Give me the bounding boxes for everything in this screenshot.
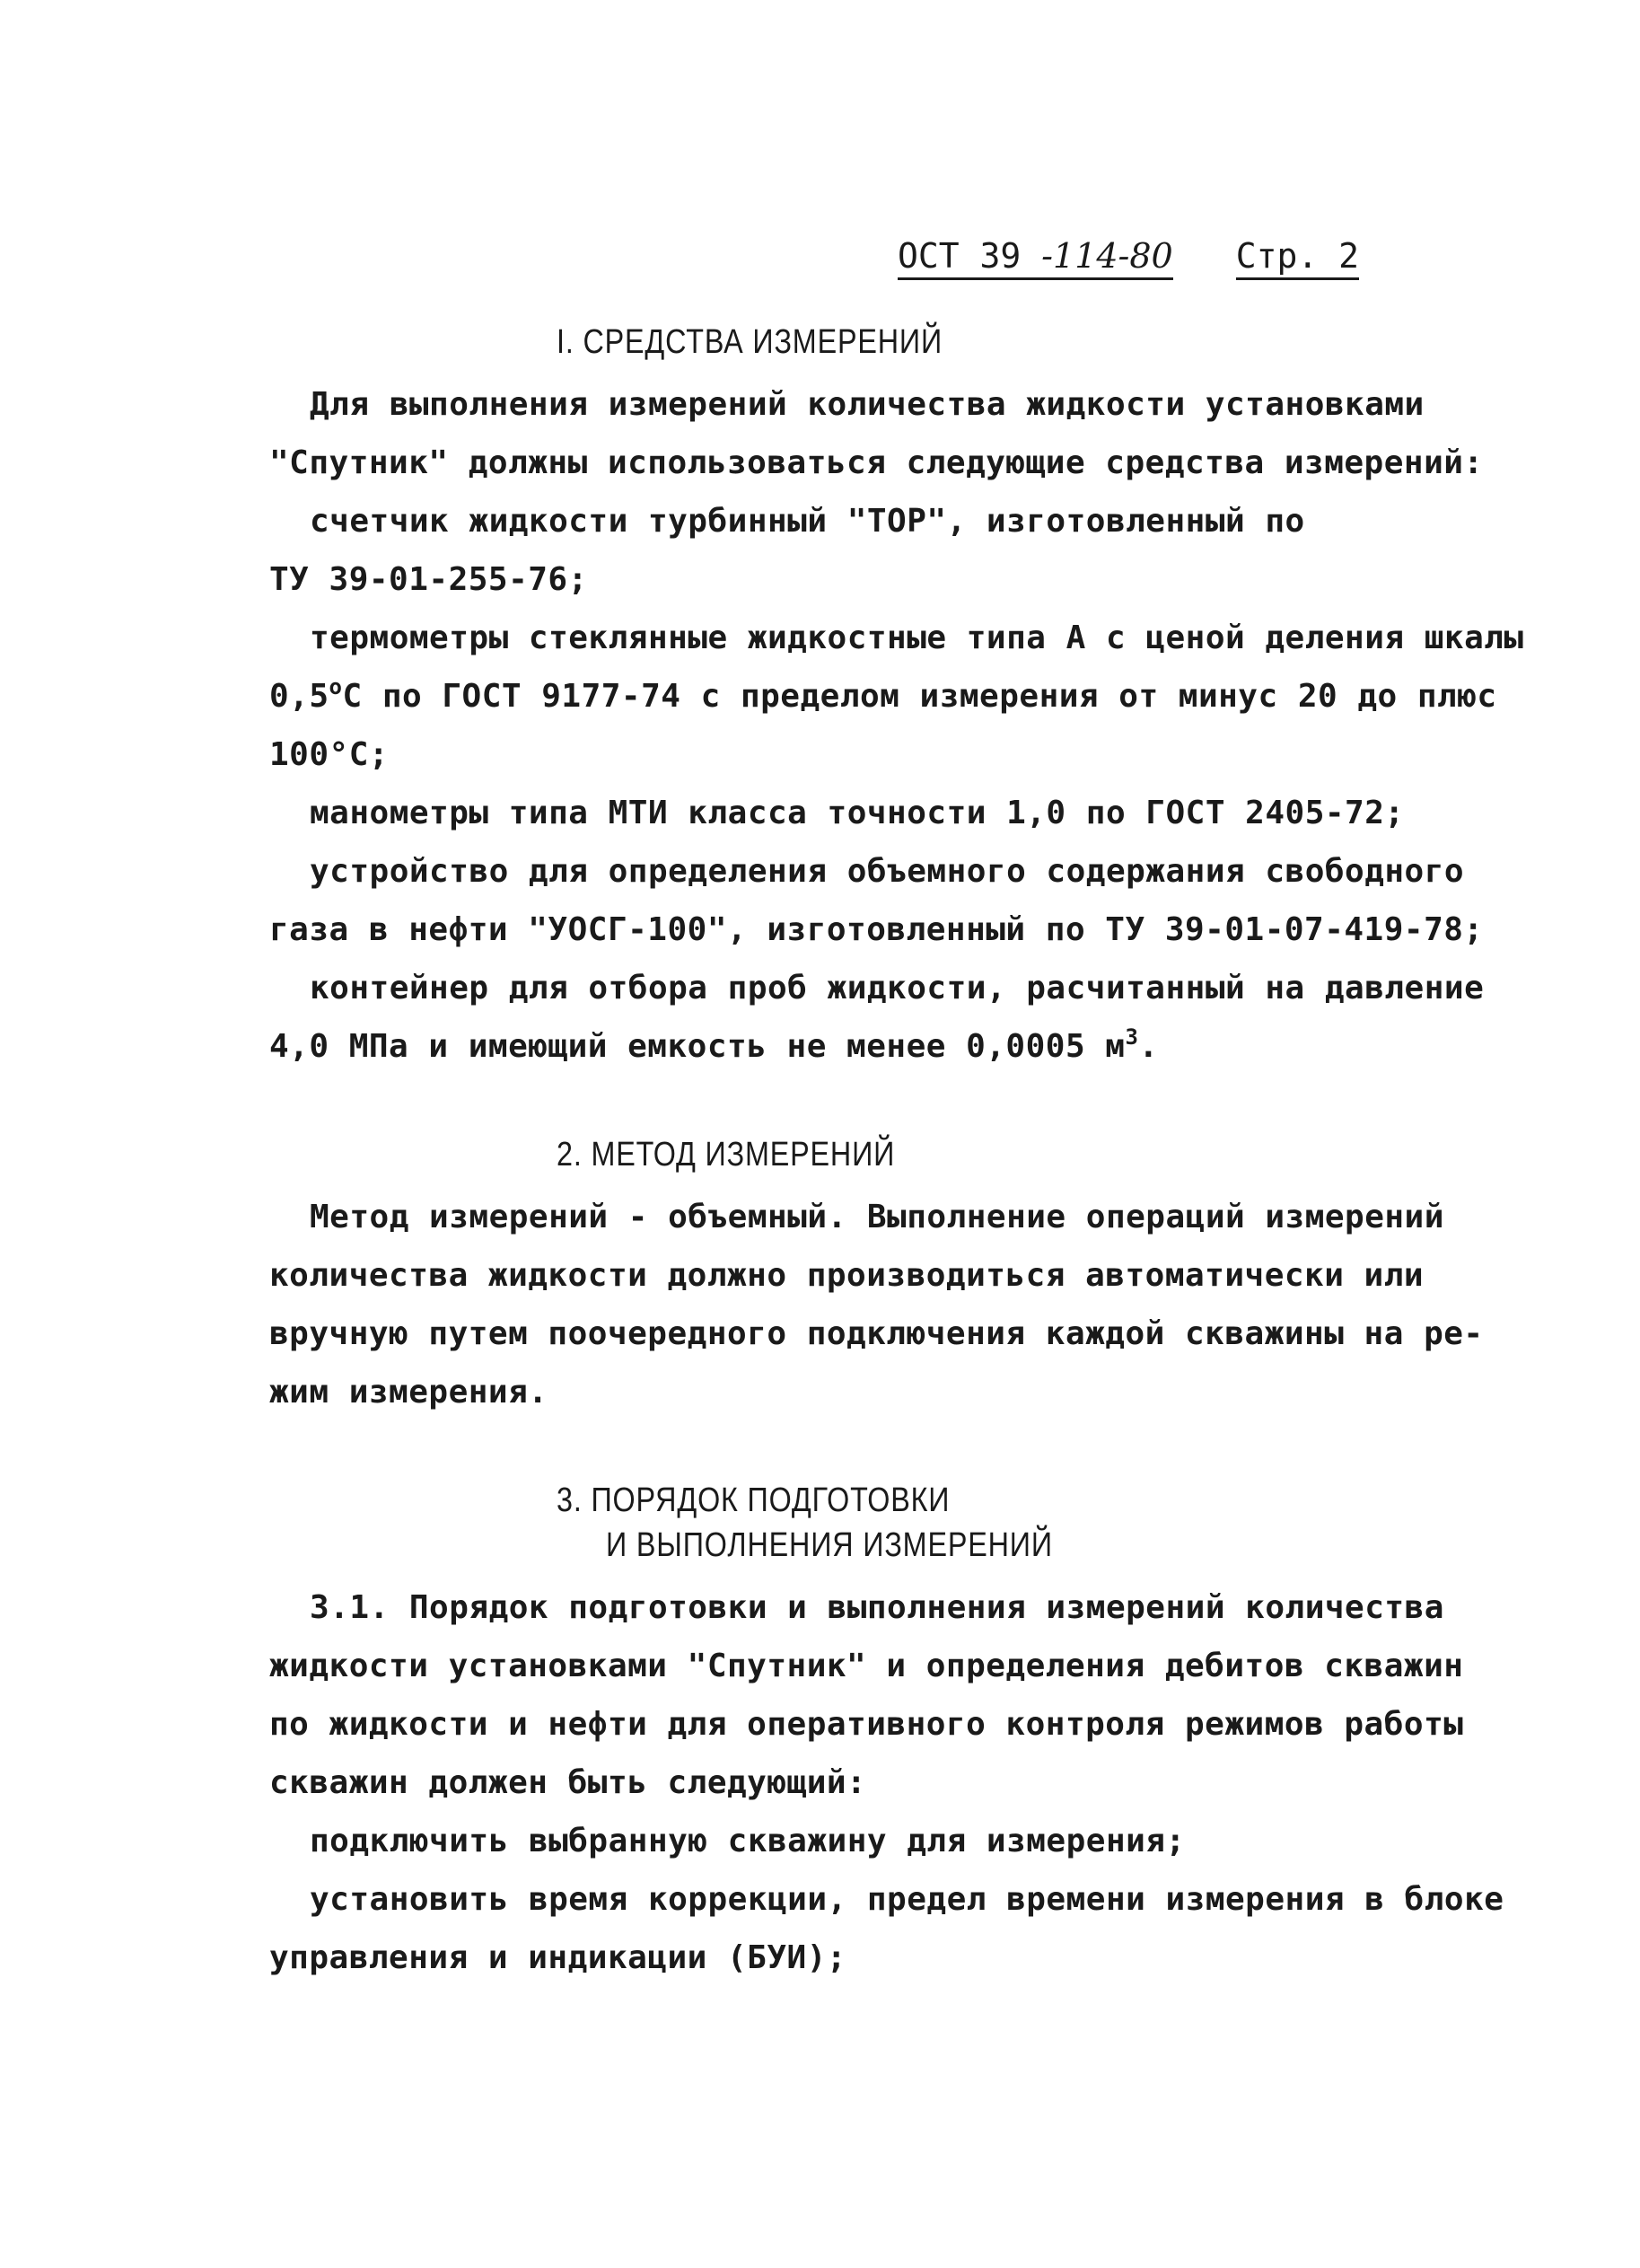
paragraph-line: 4,0 МПа и имеющий емкость не менее 0,0005 $м^3$.: [269, 1024, 1159, 1065]
standard-number: -114-80: [1041, 236, 1173, 276]
paragraph-line: "Спутник" должны использоваться следующие средства измерений:: [269, 444, 1484, 481]
section-3-heading-line1: 3. ПОРЯДОК ПОДГОТОВКИ: [557, 1481, 951, 1519]
paragraph-line: счетчик жидкости турбинный "ТОР", изготовленный по: [310, 503, 1305, 540]
paragraph-line: устройство для определения объемного содержания свободного: [310, 853, 1465, 890]
page-header: [898, 235, 1382, 280]
paragraph-line: ТУ 39-01-255-76;: [269, 561, 588, 598]
paragraph-line: вручную путем поочередного подключения каждой скважины на ре-: [269, 1315, 1484, 1352]
paragraph-line: установить время коррекции, предел времени измерения в блоке: [310, 1881, 1504, 1918]
paragraph-line: скважин должен быть следующий:: [269, 1764, 867, 1801]
section-2-heading: 2. МЕТОД ИЗМЕРЕНИЙ: [557, 1136, 896, 1174]
paragraph-line: термометры стеклянные жидкостные типа А с ценой деления шкалы: [310, 620, 1524, 656]
paragraph-line: 3.1. Порядок подготовки и выполнения измерений количества: [310, 1589, 1444, 1626]
standard-designation: ОСТ 39 -114-80: [898, 236, 1173, 280]
paragraph-line: Для выполнения измерений количества жидкости установками: [310, 386, 1425, 423]
paragraph-line: по жидкости и нефти для оперативного контроля режимов работы: [269, 1706, 1464, 1743]
paragraph-line: управления и индикации (БУИ);: [269, 1939, 847, 1976]
paragraph-line: количества жидкости должно производиться автоматически или: [269, 1257, 1425, 1294]
paragraph-line: $0,5^оС$ по ГОСТ 9177-74 с пределом измерения от минус 20 до плюс: [269, 674, 1497, 715]
paragraph-line: манометры типа МТИ класса точности 1,0 по ГОСТ 2405-72;: [310, 795, 1405, 831]
paragraph-line: жидкости установками "Спутник" и определения дебитов скважин: [269, 1648, 1464, 1684]
paragraph-line: газа в нефти "УОСГ-100", изготовленный по ТУ 39-01-07-419-78;: [269, 911, 1484, 948]
paragraph-line: 100°С;: [269, 736, 390, 773]
section-1-heading: I. СРЕДСТВА ИЗМЕРЕНИЙ: [557, 323, 943, 361]
paragraph-line: Метод измерений - объемный. Выполнение операций измерений: [310, 1199, 1444, 1235]
paragraph-line: контейнер для отбора проб жидкости, расчитанный на давление: [310, 970, 1485, 1007]
paragraph-line: подключить выбранную скважину для измерения;: [310, 1823, 1186, 1859]
paragraph-line: жим измерения.: [269, 1374, 548, 1411]
section-3-heading-line2: И ВЫПОЛНЕНИЯ ИЗМЕРЕНИЙ: [606, 1526, 1053, 1564]
page-number: Стр. 2: [1236, 236, 1359, 280]
